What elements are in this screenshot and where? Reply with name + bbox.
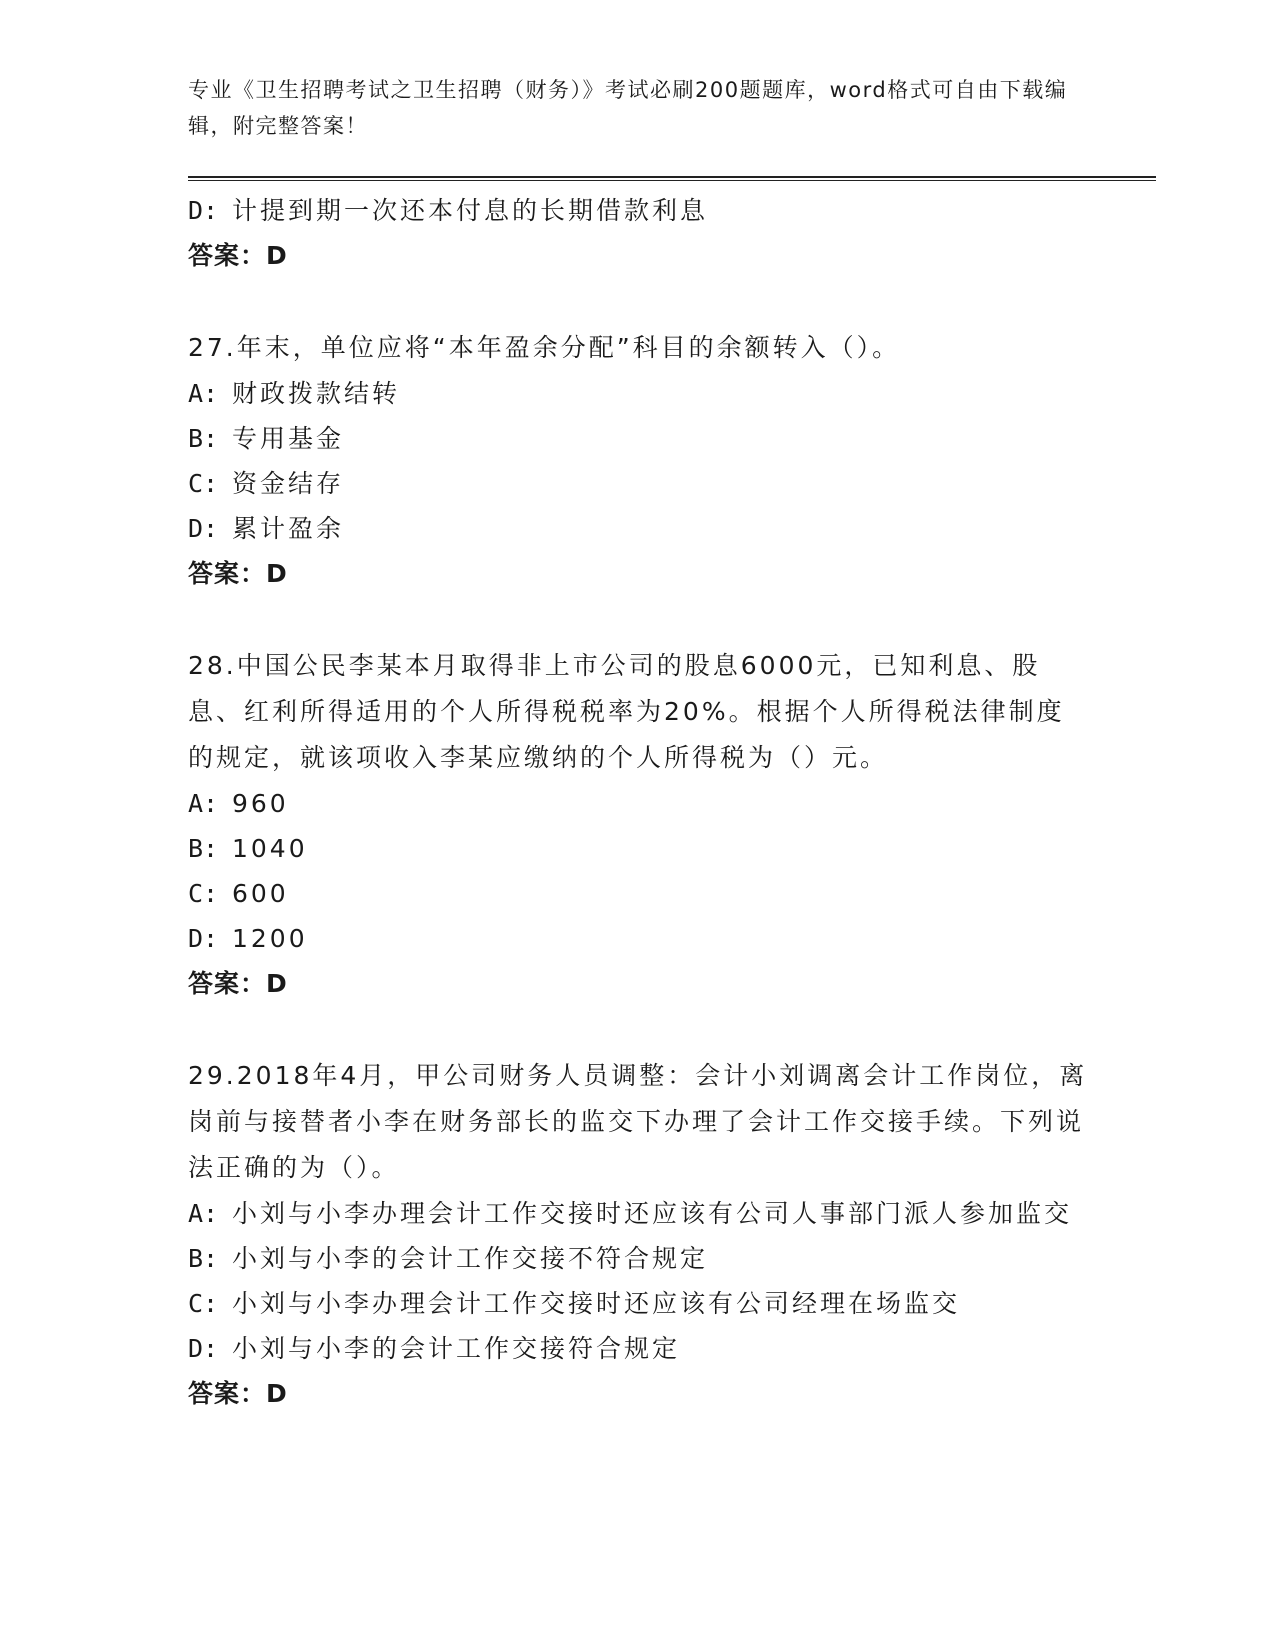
option-letter: D: xyxy=(188,924,219,953)
option-text: 960 xyxy=(232,789,289,818)
option-letter: A: xyxy=(188,789,219,818)
option-text: 小刘与小李的会计工作交接符合规定 xyxy=(232,1334,681,1363)
option-text: 专用基金 xyxy=(232,424,345,453)
option-letter: B: xyxy=(188,424,219,453)
option-letter: C: xyxy=(188,469,219,498)
option-text: 1200 xyxy=(232,924,308,953)
question-text: 27.年末，单位应将“本年盈余分配”科目的余额转入（）。 xyxy=(188,333,901,362)
option-letter: B: xyxy=(188,834,219,863)
option-letter: A: xyxy=(188,1199,219,1228)
option-text: 1040 xyxy=(232,834,308,863)
question-text: 28.中国公民李某本月取得非上市公司的股息6000元，已知利息、股息、红利所得适用的个人所得税税率为20%。根据个人所得税法律制度的规定，就该项收入李某应缴纳的个人所得税为（）元。 xyxy=(188,651,1065,772)
option-text: 小刘与小李办理会计工作交接时还应该有公司经理在场监交 xyxy=(232,1289,961,1318)
option-letter: D: xyxy=(188,1334,219,1363)
document-body xyxy=(188,188,1088,1416)
answer-line: 答案：D xyxy=(188,559,288,588)
option-row xyxy=(188,871,1088,916)
option-text: 资金结存 xyxy=(232,469,345,498)
option-letter: D: xyxy=(188,196,219,225)
answer-line: 答案：D xyxy=(188,241,288,270)
option-row xyxy=(188,416,1088,461)
option-row xyxy=(188,1326,1088,1371)
option-row xyxy=(188,506,1088,551)
answer-line: 答案：D xyxy=(188,1379,288,1408)
option-letter: D: xyxy=(188,514,219,543)
answer-line: 答案：D xyxy=(188,969,288,998)
option-row xyxy=(188,461,1088,506)
question-block xyxy=(188,643,1088,1006)
option-row xyxy=(188,826,1088,871)
document-header: 专业《卫生招聘考试之卫生招聘（财务）》考试必刷200题题库，word格式可自由下载编辑，附完整答案！ xyxy=(188,78,1068,138)
question-block xyxy=(188,1053,1088,1416)
question-text: 29.2018年4月，甲公司财务人员调整：会计小刘调离会计工作岗位，离岗前与接替者小李在财务部长的监交下办理了会计工作交接手续。下列说法正确的为（）。 xyxy=(188,1061,1088,1182)
option-row xyxy=(188,1191,1088,1236)
option-text: 累计盈余 xyxy=(232,514,345,543)
question-block xyxy=(188,325,1088,596)
option-row xyxy=(188,371,1088,416)
option-row xyxy=(188,1236,1088,1281)
option-text: 小刘与小李办理会计工作交接时还应该有公司人事部门派人参加监交 xyxy=(232,1199,1073,1228)
option-letter: C: xyxy=(188,1289,219,1318)
option-row xyxy=(188,188,1088,233)
option-text: 财政拨款结转 xyxy=(232,379,401,408)
option-letter: B: xyxy=(188,1244,219,1273)
option-text: 计提到期一次还本付息的长期借款利息 xyxy=(232,196,709,225)
option-row xyxy=(188,916,1088,961)
option-text: 小刘与小李的会计工作交接不符合规定 xyxy=(232,1244,709,1273)
header-divider xyxy=(188,176,1156,181)
option-row xyxy=(188,781,1088,826)
option-letter: A: xyxy=(188,379,219,408)
option-text: 600 xyxy=(232,879,289,908)
option-row xyxy=(188,1281,1088,1326)
option-letter: C: xyxy=(188,879,219,908)
